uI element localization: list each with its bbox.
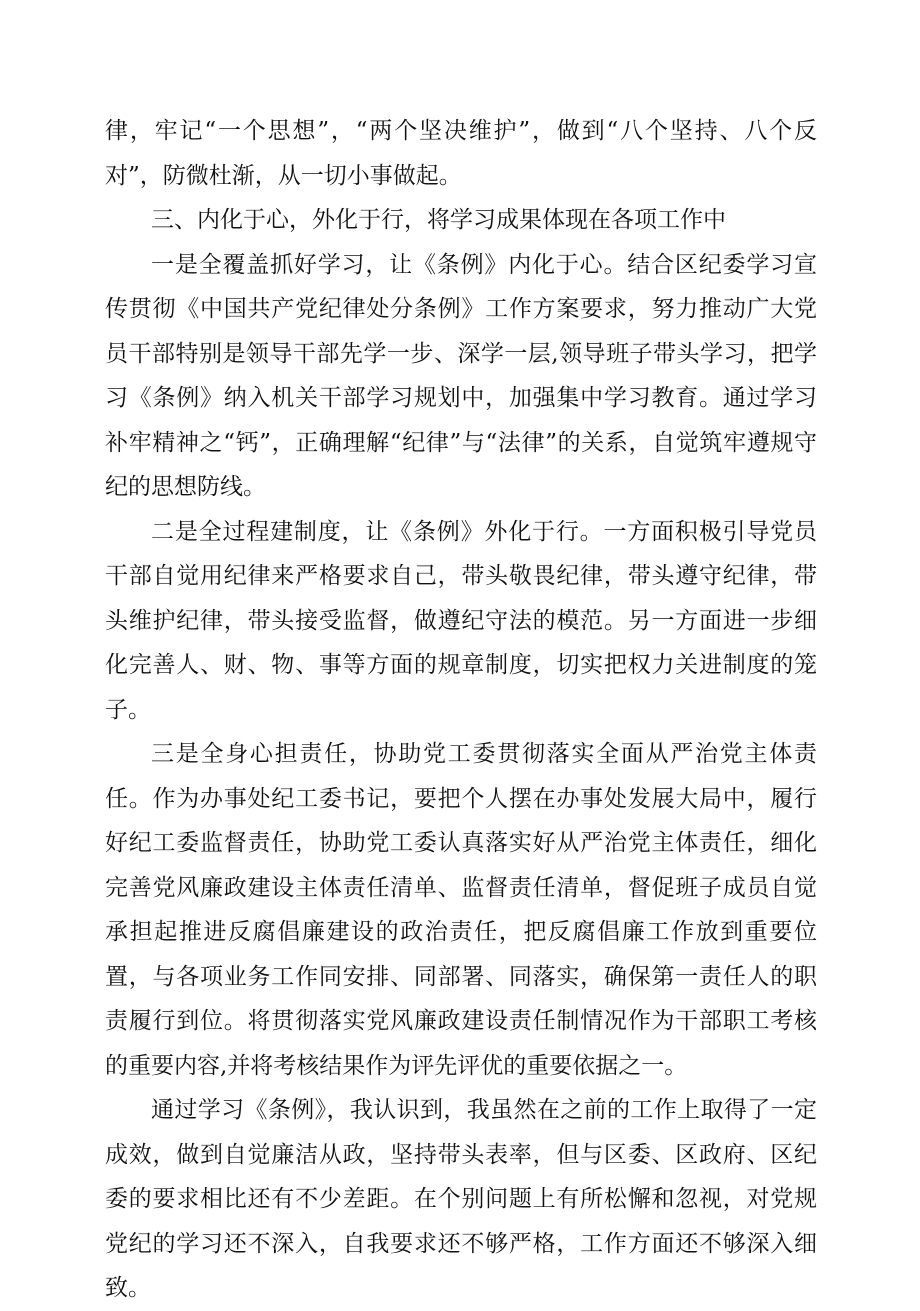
paragraph-study: 一是全覆盖抓好学习，让《条例》内化于心。结合区纪委学习宣传贯彻《中国共产党纪律处分条例》工作方案要求，努力推动广大党员干部特别是领导干部先学一步、深学一层,领导班子带头学习，把学习《条例》纳入机关干部学习规划中，加强集中学习教育。通过学习补牢精神之“钙”，正确理解“纪律”与“法律”的关系，自觉筑牢遵规守纪的思想防线。 bbox=[105, 251, 817, 500]
document-body bbox=[105, 109, 817, 1311]
paragraph-continuation: 律，牢记“一个思想”，“两个坚决维护”，做到“八个坚持、八个反对”，防微杜渐，从一切小事做起。 bbox=[105, 118, 817, 189]
paragraph-reflection: 通过学习《条例》，我认识到，我虽然在之前的工作上取得了一定成效，做到自觉廉洁从政，坚持带头表率，但与区委、区政府、区纪委的要求相比还有不少差距。在个别问题上有所松懈和忽视，对党规党纪的学习还不深入，自我要求还不够严格，工作方面还不够深入细致。 bbox=[105, 1097, 817, 1301]
paragraph-system: 二是全过程建制度，让《条例》外化于行。一方面积极引导党员干部自觉用纪律来严格要求自己，带头敬畏纪律，带头遵守纪律，带头维护纪律，带头接受监督，做遵纪守法的模范。另一方面进一步细化完善人、财、物、事等方面的规章制度，切实把权力关进制度的笼子。 bbox=[105, 518, 817, 723]
section-heading: 三、内化于心，外化于行，将学习成果体现在各项工作中 bbox=[151, 207, 726, 233]
paragraph-responsibility: 三是全身心担责任，协助党工委贯彻落实全面从严治党主体责任。作为办事处纪工委书记，要把个人摆在办事处发展大局中，履行好纪工委监督责任，协助党工委认真落实好从严治党主体责任，细化完善党风廉政建设主体责任清单、监督责任清单，督促班子成员自觉承担起推进反腐倡廉建设的政治责任，把反腐倡廉工作放到重要位置，与各项业务工作同安排、同部署、同落实，确保第一责任人的职责履行到位。将贯彻落实党风廉政建设责任制情况作为干部职工考核的重要内容,并将考核结果作为评先评优的重要依据之一。 bbox=[105, 741, 817, 1079]
